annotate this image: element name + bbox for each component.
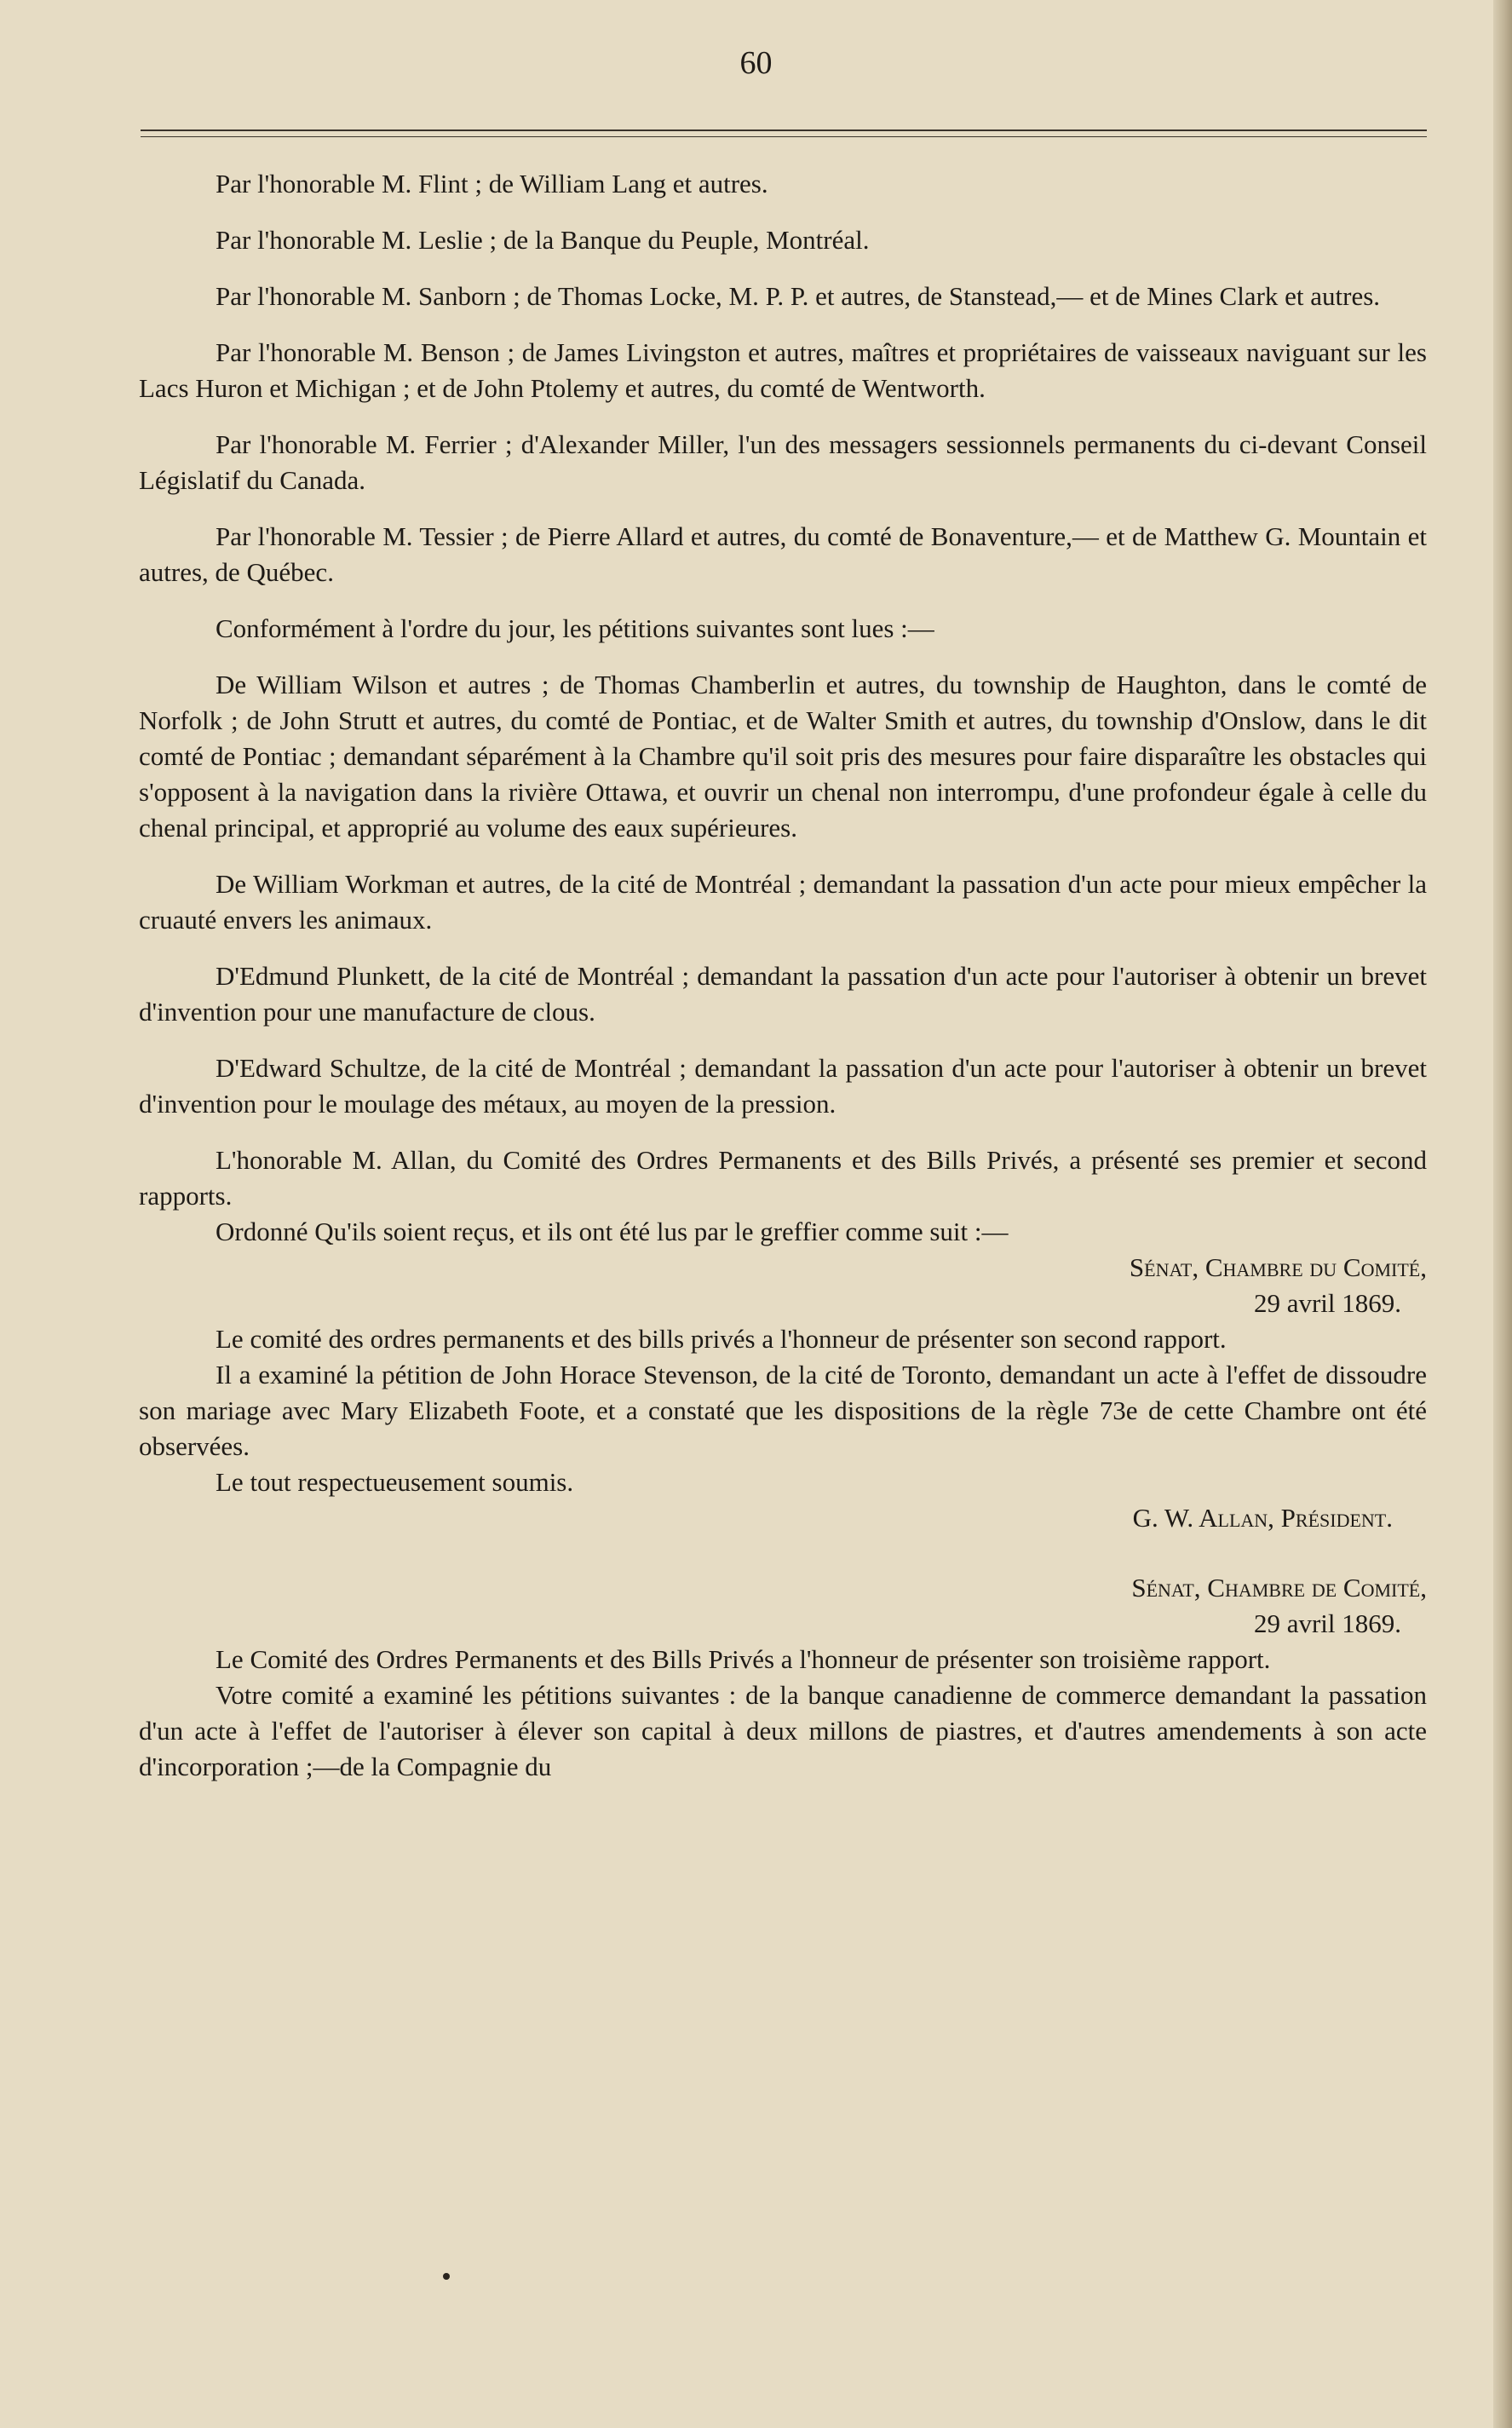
petition-paragraph: Par l'honorable M. Tessier ; de Pierre Allard et autres, du comté de Bonaventure,— et de Matthew G. Mountain et autres, de Québec. xyxy=(139,521,1427,587)
petition-paragraph: Par l'honorable M. Sanborn ; de Thomas Locke, M. P. P. et autres, de Stanstead,— et de Mines Clark et autres. xyxy=(216,281,1381,311)
report3-date: 29 avril 1869. xyxy=(1253,1608,1401,1638)
ordered-line: Ordonné Qu'ils soient reçus, et ils ont été lus par le greffier comme suit :— xyxy=(216,1217,1009,1246)
report2-date: 29 avril 1869. xyxy=(1253,1288,1401,1318)
page-number: 60 xyxy=(739,45,773,81)
report2-line: Il a examiné la pétition de John Horace Stevenson, de la cité de Toronto, demandant un acte à l'effet de dissoudre son mariage avec Mary Elizabeth Foote, et a constaté que les dispositions de la règle 73e de cette Chambre ont été observées. xyxy=(139,1360,1427,1461)
petition-paragraph: D'Edward Schultze, de la cité de Montréal ; demandant la passation d'un acte pour l'autoriser à obtenir un brevet d'invention pour le moulage des métaux, au moyen de la pression. xyxy=(139,1053,1427,1119)
header-rule xyxy=(141,129,1427,131)
report2-line: Le tout respectueusement soumis. xyxy=(216,1467,574,1497)
report3-line: Votre comité a examiné les pétitions suivantes : de la banque canadienne de commerce demandant la passation d'un acte à l'effet de l'autoriser à élever son capital à deux millons de piastres, et d'autres amendements à son acte d'incorporation ;—de la Compagnie du xyxy=(139,1680,1427,1781)
petition-paragraph: D'Edmund Plunkett, de la cité de Montréal ; demandant la passation d'un acte pour l'autoriser à obtenir un brevet d'invention pour une manufacture de clous. xyxy=(139,961,1427,1027)
header-rule-thin xyxy=(141,136,1427,137)
report2-heading: Sénat, Chambre du Comité, xyxy=(1129,1252,1427,1282)
petition-paragraph: Par l'honorable M. Flint ; de William Lang et autres. xyxy=(216,169,768,198)
petition-paragraph: Par l'honorable M. Ferrier ; d'Alexander Miller, l'un des messagers sessionnels permanents du ci-devant Conseil Législatif du Canada. xyxy=(139,429,1427,495)
ink-speck xyxy=(443,2273,450,2280)
petition-paragraph: Par l'honorable M. Benson ; de James Livingston et autres, maîtres et propriétaires de vaisseaux naviguant sur les Lacs Huron et Michigan ; et de John Ptolemy et autres, du comté de Wentworth. xyxy=(139,337,1427,403)
petition-paragraph: De William Workman et autres, de la cité de Montréal ; demandant la passation d'un acte pour mieux empêcher la cruauté envers les animaux. xyxy=(139,869,1427,935)
report3-heading: Sénat, Chambre de Comité, xyxy=(1131,1573,1427,1602)
allan-intro: L'honorable M. Allan, du Comité des Ordres Permanents et des Bills Privés, a présenté ses premier et second rapports. xyxy=(139,1145,1427,1211)
petition-paragraph: De William Wilson et autres ; de Thomas Chamberlin et autres, du township de Haughton, dans le comté de Norfolk ; de John Strutt et autres, du comté de Pontiac, et de Walter Smith et autres, du township d'Onslow, dans le dit comté de Pontiac ; demandant séparément à la Chambre qu'il soit pris des mesures pour faire disparaître les obstacles qui s'opposent à la navigation dans la rivière Ottawa, et ouvrir un chenal non interrompu, d'une profondeur égale à celle du chenal principal, et approprié au volume des eaux supérieures. xyxy=(139,670,1427,843)
report2-line: Le comité des ordres permanents et des bills privés a l'honneur de présenter son second rapport. xyxy=(216,1324,1227,1354)
page-body xyxy=(139,166,1427,1785)
report3-line: Le Comité des Ordres Permanents et des Bills Privés a l'honneur de présenter son troisième rapport. xyxy=(216,1644,1271,1674)
page-edge-shadow xyxy=(1493,0,1512,2428)
report2-signature: G. W. Allan, Président. xyxy=(1132,1503,1393,1533)
petition-paragraph: Par l'honorable M. Leslie ; de la Banque du Peuple, Montréal. xyxy=(216,225,870,255)
order-of-day-paragraph: Conformément à l'ordre du jour, les pétitions suivantes sont lues :— xyxy=(216,613,934,643)
